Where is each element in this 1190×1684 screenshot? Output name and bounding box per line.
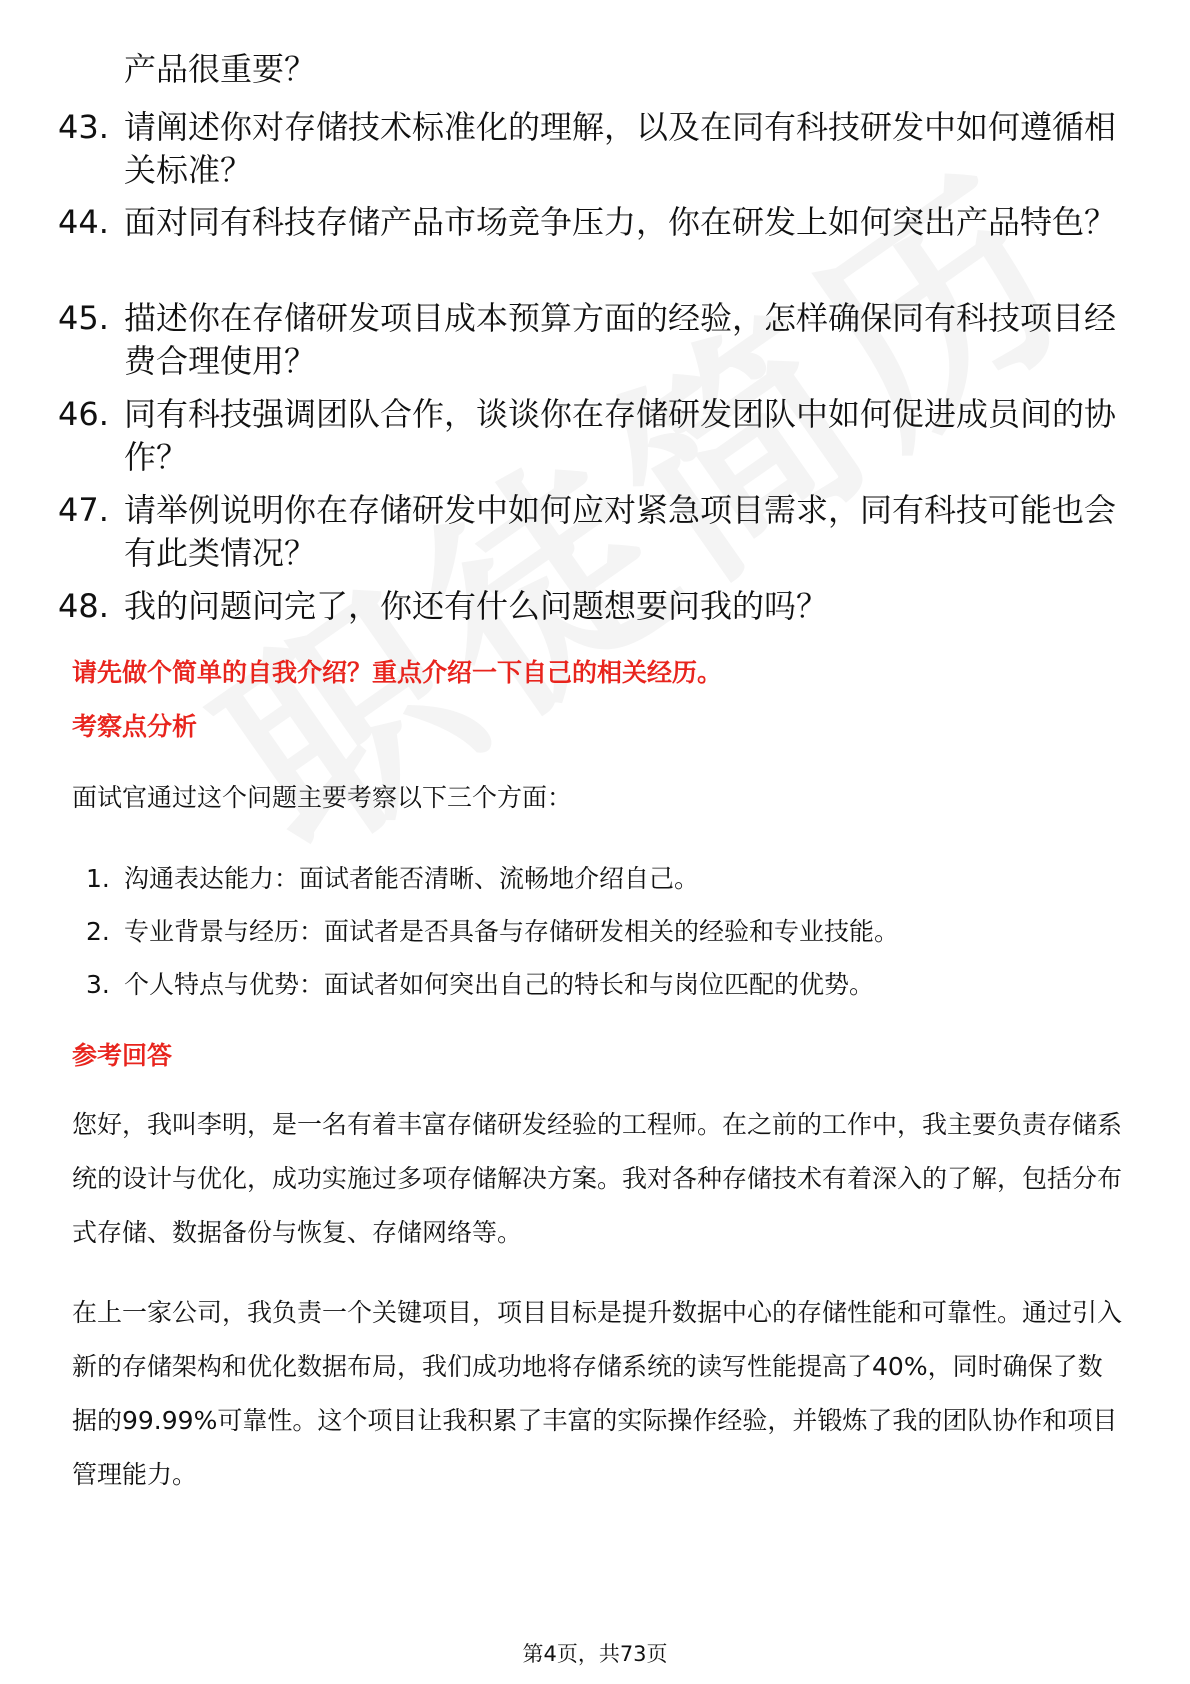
point-number: 1. bbox=[86, 864, 110, 893]
question-number: 46. bbox=[58, 395, 109, 433]
answer-heading: 参考回答 bbox=[72, 1041, 173, 1070]
analysis-intro: 面试官通过这个问题主要考察以下三个方面： bbox=[72, 783, 573, 812]
question-number: 48. bbox=[58, 587, 109, 625]
question-text: 产品很重要？ bbox=[124, 50, 317, 88]
question-text: 描述你在存储研发项目成本预算方面的经验，怎样确保同有科技项目经费合理使用？ bbox=[124, 299, 1117, 380]
question-item-48 bbox=[58, 585, 1118, 628]
question-item-43 bbox=[58, 106, 1118, 192]
section-title: 请先做个简单的自我介绍？重点介绍一下自己的相关经历。 bbox=[72, 658, 723, 687]
point-number: 2. bbox=[86, 917, 110, 946]
question-text: 同有科技强调团队合作，谈谈你在存储研发团队中如何促进成员间的协作？ bbox=[124, 395, 1117, 476]
question-text: 请举例说明你在存储研发中如何应对紧急项目需求，同有科技可能也会有此类情况？ bbox=[124, 491, 1117, 572]
question-number: 43. bbox=[58, 108, 109, 146]
question-text: 我的问题问完了，你还有什么问题想要问我的吗？ bbox=[124, 587, 829, 625]
answer-paragraph: 在上一家公司，我负责一个关键项目，项目目标是提升数据中心的存储性能和可靠性。通过引入新的存储架构和优化数据布局，我们成功地将存储系统的读写性能提高了40%，同时确保了数据的99.99%可靠性。这个项目让我积累了丰富的实际操作经验，并锻炼了我的团队协作和项目管理能力。 bbox=[72, 1298, 1123, 1489]
question-item-continued bbox=[58, 48, 1118, 91]
question-text: 面对同有科技存储产品市场竞争压力，你在研发上如何突出产品特色？ bbox=[124, 203, 1117, 241]
answer-paragraph: 您好，我叫李明，是一名有着丰富存储研发经验的工程师。在之前的工作中，我主要负责存储系统的设计与优化，成功实施过多项存储解决方案。我对各种存储技术有着深入的了解，包括分布式存储、数据备份与恢复、存储网络等。 bbox=[72, 1110, 1123, 1247]
point-text: 沟通表达能力：面试者能否清晰、流畅地介绍自己。 bbox=[124, 864, 700, 893]
question-number: 45. bbox=[58, 299, 109, 337]
question-text: 请阐述你对存储技术标准化的理解，以及在同有科技研发中如何遵循相关标准？ bbox=[124, 108, 1117, 189]
question-number: 44. bbox=[58, 203, 109, 241]
question-number: 47. bbox=[58, 491, 109, 529]
question-item-46 bbox=[58, 393, 1118, 479]
point-text: 个人特点与优势：面试者如何突出自己的特长和与岗位匹配的优势。 bbox=[124, 970, 875, 999]
page-footer: 第4页，共73页 bbox=[522, 1642, 668, 1666]
question-item-47 bbox=[58, 489, 1118, 575]
point-text: 专业背景与经历：面试者是否具备与存储研发相关的经验和专业技能。 bbox=[124, 917, 900, 946]
point-number: 3. bbox=[86, 970, 110, 999]
analysis-heading: 考察点分析 bbox=[72, 712, 198, 741]
question-item-44 bbox=[58, 201, 1118, 244]
question-item-45 bbox=[58, 297, 1118, 383]
